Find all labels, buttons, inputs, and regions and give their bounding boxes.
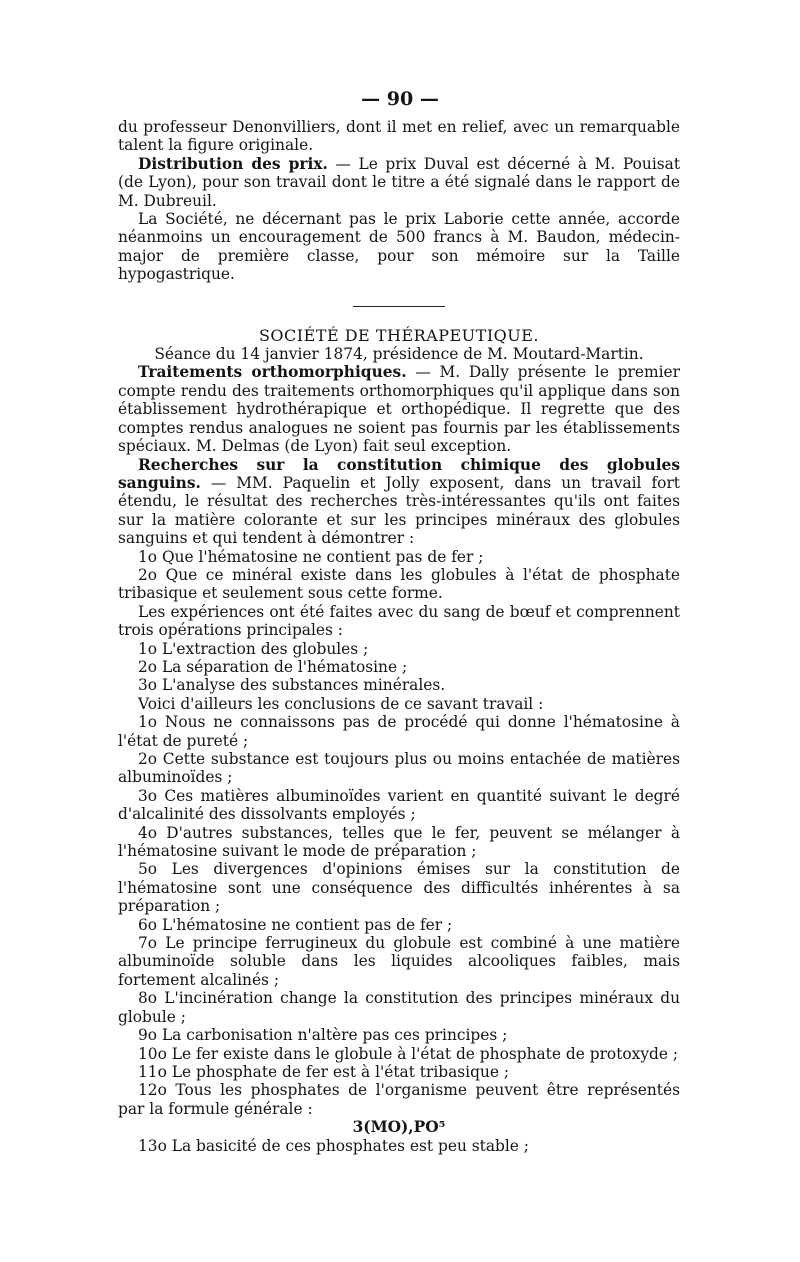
conclusion-item: 1o Nous ne connaissons pas de procédé qui donne l'hématosine à l'état de pureté ; — [118, 713, 680, 750]
operation-item: 3o L'analyse des substances minérales. — [138, 676, 446, 695]
conclusion-item: 10o Le fer existe dans le globule à l'état de phosphate de protoxyde ; — [138, 1044, 679, 1063]
recherches-heading: Recherches sur la constitution chimique des globules sanguins. — [118, 455, 680, 492]
conclusion-item: 3o Ces matières albuminoïdes varient en quantité suivant le degré d'alcalinité des dissolvants employés ; — [118, 786, 680, 824]
section-divider — [353, 306, 445, 307]
laborie-paragraph: La Société, ne décernant pas le prix Laborie cette année, accorde néanmoins un encouragement de 500 francs à M. Baudon, médecin-major de première classe, pour son mémoire sur la Taille hypogastrique. — [118, 210, 680, 284]
conclusion-item: 13o La basicité de ces phosphates est peu stable ; — [138, 1136, 529, 1155]
operation-item: 2o La séparation de l'hématosine ; — [138, 657, 408, 676]
conclusion-item: 4o D'autres substances, telles que le fer, peuvent se mélanger à l'hématosine suivant le mode de préparation ; — [118, 823, 680, 861]
conclusion-item: 11o Le phosphate de fer est à l'état tribasique ; — [138, 1062, 510, 1081]
conclusion-item: 5o Les divergences d'opinions émises sur la constitution de l'hématosine sont une conséquence des difficultés inhérentes à sa préparation ; — [118, 860, 680, 916]
conclusion-item: 2o Cette substance est toujours plus ou moins entachée de matières albuminoïdes ; — [118, 750, 680, 787]
traitements-heading: Traitements orthomorphiques. — [138, 363, 407, 382]
chemical-formula: 3(MO),PO⁵ — [352, 1118, 446, 1137]
prix-text: — Le prix Duval est décerné à M. Pouisat (de Lyon), pour son travail dont le titre a été signalé dans le rapport de M. Dubreuil. — [118, 154, 680, 210]
prix-paragraph — [118, 155, 680, 210]
seance-line: Séance du 14 janvier 1874, présidence de M. Moutard-Martin. — [154, 345, 644, 364]
page-number: — 90 — — [361, 88, 439, 110]
prix-heading: Distribution des prix. — [138, 154, 328, 173]
conclusion-item: 6o L'hématosine ne contient pas de fer ; — [138, 915, 453, 934]
intro-paragraph: du professeur Denonvilliers, dont il met en relief, avec un remarquable talent la figure originale. — [118, 118, 680, 155]
conclusions-intro: Voici d'ailleurs les conclusions de ce savant travail : — [138, 694, 544, 713]
demo-item: 2o Que ce minéral existe dans les globules à l'état de phosphate tribasique et seulement sous cette forme. — [118, 565, 680, 603]
experiences-paragraph: Les expériences ont été faites avec du sang de bœuf et comprennent trois opérations principales : — [118, 602, 680, 640]
conclusion-item: 9o La carbonisation n'altère pas ces principes ; — [138, 1026, 508, 1045]
operation-item: 1o L'extraction des globules ; — [138, 639, 369, 658]
conclusion-item: 12o Tous les phosphates de l'organisme peuvent être représentés par la formule générale : — [118, 1081, 680, 1118]
society-title: SOCIÉTÉ DE THÉRAPEUTIQUE. — [258, 325, 540, 345]
recherches-text: — MM. Paquelin et Jolly exposent, dans un travail fort étendu, le résultat des recherches très-intéressantes qu'ils ont faites sur la matière colorante et sur les principes minéraux des globules sanguins et qui tendent à démontrer : — [118, 473, 680, 548]
recherches-paragraph — [118, 456, 680, 548]
traitements-text: — M. Dally présente le premier compte rendu des traitements orthomorphiques qu'il applique dans son établissement hydrothérapique et orthopédique. Il regrette que des comptes rendus analogues ne soient pas fournis par les établissements spéciaux. M. Delmas (de Lyon) fait seul exception. — [118, 363, 680, 456]
demo-item: 1o Que l'hématosine ne contient pas de fer ; — [138, 547, 484, 566]
conclusion-item: 7o Le principe ferrugineux du globule est combiné à une matière albuminoïde soluble dans les liquides alcooliques faibles, mais fortement alcalinés ; — [118, 934, 680, 989]
text-column — [118, 118, 680, 1155]
traitements-paragraph — [118, 363, 680, 455]
conclusion-item: 8o L'incinération change la constitution des principes minéraux du globule ; — [118, 989, 680, 1026]
